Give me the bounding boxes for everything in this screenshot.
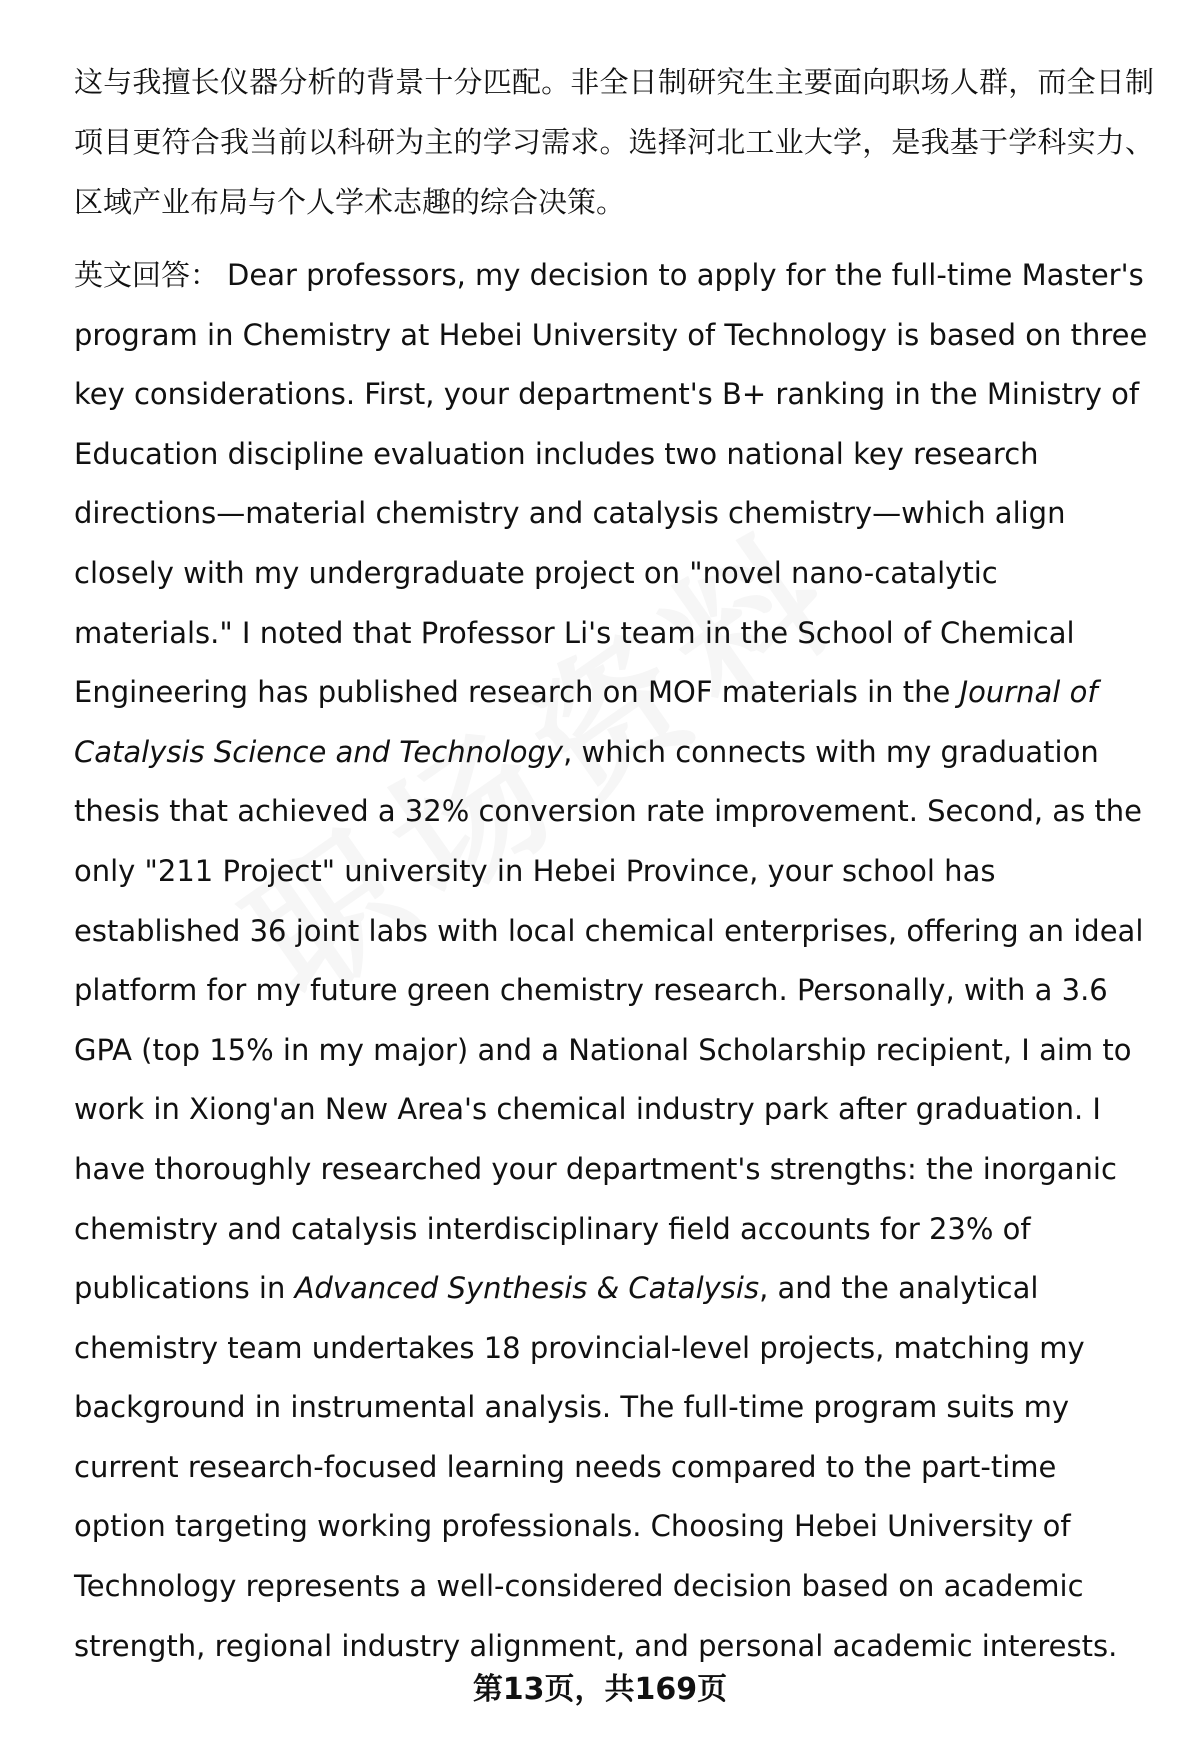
answer-text-part-3: , and the analytical chemistry team undertakes 18 provincial-level projects, matching my background in instrumental analysis. The full-time program suits my current research-focused learning needs compared to the part-time option targeting working professionals. Choosing Hebei University of Technology represents a well-considered decision based on academic strength, regional industry alignment, and personal academic interests.	[74, 1271, 1118, 1663]
answer-text-part-2: , which connects with my graduation thesis that achieved a 32% conversion rate improvement. Second, as the only "211 Project" university in Hebei Province, your school has established 36 joint labs with local chemical enterprises, offering an ideal platform for my future green chemistry research. Personally, with a 3.6 GPA (top 15% in my major) and a National Scholarship recipient, I aim to work in Xiong'an New Area's chemical industry park after graduation. I have thoroughly researched your department's strengths: the inorganic chemistry and catalysis interdisciplinary field accounts for 23% of publications in	[74, 734, 1144, 1306]
chinese-paragraph: 这与我擅长仪器分析的背景十分匹配。非全日制研究生主要面向职场人群，而全日制项目更符合我当前以科研为主的学习需求。选择河北工业大学，是我基于学科实力、区域产业布局与个人学术志趣的综合决策。	[74, 65, 1154, 219]
document-body	[74, 52, 1154, 1676]
answer-text-part-1: Dear professors, my decision to apply for the full-time Master's program in Chemistry at Hebei University of Technology is based on three key considerations. First, your department's B+ ranking in the Ministry of Education discipline evaluation includes two national key research directions—material chemistry and catalysis chemistry—which align closely with my undergraduate project on "novel nano-catalytic materials." I noted that Professor Li's team in the School of Chemical Engineering has published research on MOF materials in the	[74, 258, 1148, 710]
page-number-footer: 第13页，共169页	[472, 1672, 728, 1707]
english-answer-label: 英文回答：	[74, 258, 220, 292]
english-answer-paragraph	[74, 246, 1154, 1676]
journal-title-catalysis: Journal of Catalysis Science and Technology	[74, 675, 1098, 769]
journal-title-advanced-synthesis: Advanced Synthesis & Catalysis	[294, 1271, 760, 1306]
